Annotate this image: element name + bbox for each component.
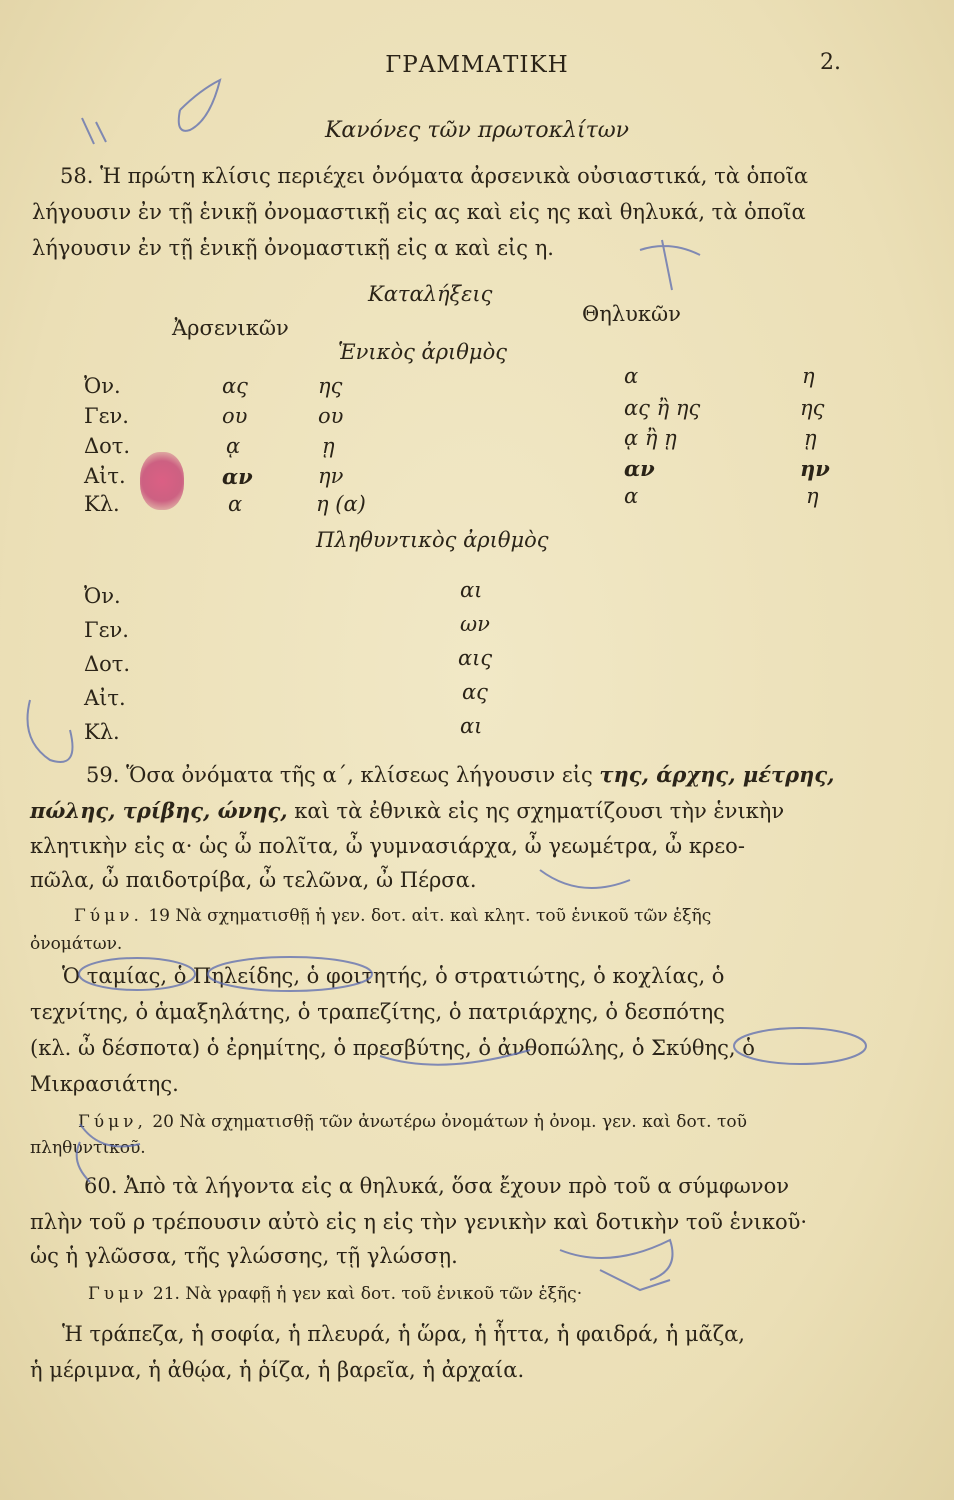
exercise20-line2: πληθυντικοῦ. [30, 1138, 146, 1158]
pencil-tick-top [82, 118, 106, 144]
case-label: Ὀν. [84, 584, 121, 608]
fem-label: Θηλυκῶν [582, 302, 681, 326]
plural-ending: αις [458, 646, 493, 670]
para58-line3: λήγουσιν ἐν τῇ ἑνικῇ ὀνομαστικῇ εἰς α καὶ εἰς η. [32, 236, 554, 260]
case-label: Αἰτ. [84, 464, 126, 488]
plural-ending: αι [460, 578, 483, 602]
para60-line1: 60. Ἀπὸ τὰ λήγοντα εἰς α θηλυκά, ὅσα ἔχουν πρὸ τοῦ α σύμφωνον [84, 1174, 789, 1198]
pencil-mark-table [640, 240, 700, 290]
ending-masc-2: ην [318, 464, 344, 488]
pencil-mark-exercise20 [80, 1124, 140, 1147]
ending-masc-1: ας [222, 374, 248, 398]
exercise19-text: 19 Νὰ σχηματισθῇ ἡ γεν. δοτ. αἰτ. καὶ κλητ. τοῦ ἑνικοῦ τῶν ἑξῆς [148, 906, 712, 926]
section-title: Κανόνες τῶν πρωτοκλίτων [324, 118, 630, 143]
pencil-mark-glossa [560, 1240, 673, 1280]
plural-label: Πληθυντικὸς ἀριθμὸς [316, 528, 549, 552]
case-label: Ὀν. [84, 374, 121, 398]
para59-line4: πῶλα, ὦ παιδοτρίβα, ὦ τελῶνα, ὦ Πέρσα. [30, 868, 477, 892]
para59-line3: κλητικὴν εἰς α· ὡς ὦ πολῖτα, ὦ γυμνασιάρχα, ὦ γεωμέτρα, ὦ κρεο- [30, 834, 745, 858]
list19-line3: (κλ. ὦ δέσποτα) ὁ ἐρημίτης, ὁ πρεσβύτης, ὁ ἀνθοπώλης, ὁ Σκύθης, ὁ [30, 1036, 755, 1060]
masc-label: Ἀρσενικῶν [172, 316, 289, 340]
exercise-label: Γυμν [88, 1284, 148, 1304]
list19-line2: τεχνίτης, ὁ ἁμαξηλάτης, ὁ τραπεζίτης, ὁ πατριάρχης, ὁ δεσπότης [30, 1000, 725, 1024]
ending-fem-2: ην [800, 456, 830, 481]
case-label: Κλ. [84, 492, 120, 516]
exercise21-text: 21. Νὰ γραφῇ ἡ γεν καὶ δοτ. τοῦ ἑνικοῦ τῶν ἑξῆς· [152, 1284, 583, 1304]
circle-peleidis [208, 957, 372, 991]
underline-presvytis [380, 1050, 530, 1065]
plural-ending: ων [460, 612, 490, 636]
ending-masc-2: ης [318, 374, 343, 398]
list19-line4: Μικρασιάτης. [30, 1072, 179, 1096]
ending-fem-1: ᾳ ἢ ῃ [624, 426, 677, 450]
list21-line1: Ἡ τράπεζα, ἡ σοφία, ἡ πλευρά, ἡ ὥρα, ἡ ἧττα, ἡ φαιδρά, ἡ μᾶζα, [62, 1322, 745, 1346]
ending-fem-2: η [806, 484, 819, 508]
circle-skythis [734, 1028, 866, 1064]
exercise19-line2: ὀνομάτων. [30, 934, 123, 954]
ending-masc-1: α [228, 492, 243, 516]
para59-line1-text: 59. Ὅσα ὀνόματα τῆς α΄, κλίσεως λήγουσιν εἰς [86, 763, 593, 787]
pencil-mark-persa [540, 870, 630, 888]
pencil-mark-margin [28, 700, 73, 762]
ending-fem-1: α [624, 484, 639, 508]
ending-masc-1: αν [222, 464, 253, 489]
case-label: Γεν. [84, 404, 129, 428]
ending-masc-2: η (α) [316, 492, 366, 516]
ending-masc-1: ᾳ [226, 434, 241, 458]
para59-line2-terms: πώλης, τρίβης, ώνης, [30, 798, 288, 823]
ending-masc-2: ου [318, 404, 344, 428]
para58-line1: 58. Ἡ πρώτη κλίσις περιέχει ὀνόματα ἀρσενικὰ οὐσιαστικά, τὰ ὁποῖα [60, 164, 809, 188]
table-title: Καταλήξεις [368, 282, 493, 306]
ending-fem-2: η [802, 364, 815, 388]
exercise20-text: 20 Νὰ σχηματισθῇ τῶν ἀνωτέρω ὀνομάτων ἡ ὀνομ. γεν. καὶ δοτ. τοῦ [152, 1112, 747, 1132]
para58-line2: λήγουσιν ἐν τῇ ἑνικῇ ὀνομαστικῇ εἰς ας καὶ εἰς ης καὶ θηλυκά, τὰ ὁποῖα [32, 200, 806, 224]
para59-line1-terms: της, άρχης, μέτρης, [599, 762, 835, 787]
pencil-mark-top [179, 80, 220, 131]
list19-line1: Ὁ ταμίας, ὁ Πηλείδης, ὁ φοιτητής, ὁ στρατιώτης, ὁ κοχλίας, ὁ [62, 964, 725, 988]
plural-ending: ας [462, 680, 488, 704]
ending-fem-2: ης [800, 396, 825, 420]
case-label: Αἰτ. [84, 686, 126, 710]
page-number: 2. [820, 50, 841, 75]
circle-tamias [79, 958, 195, 990]
pencil-scribble [600, 1270, 670, 1290]
ending-fem-1: αν [624, 456, 655, 481]
singular-label: Ἑνικὸς ἀριθμὸς [338, 340, 507, 364]
case-label: Δοτ. [84, 652, 131, 676]
ending-masc-1: ου [222, 404, 248, 428]
para60-line3: ὡς ἡ γλῶσσα, τῆς γλώσσης, τῇ γλώσσῃ. [30, 1244, 458, 1268]
case-label: Δοτ. [84, 434, 131, 458]
ending-masc-2: ῃ [322, 434, 335, 458]
page-header-title: ΓΡΑΜΜΑΤΙΚΗ [385, 52, 569, 78]
ending-fem-1: α [624, 364, 639, 388]
case-label: Γεν. [84, 618, 129, 642]
ending-fem-1: ας ἢ ης [624, 396, 701, 420]
pencil-mark-para60 [77, 1142, 90, 1182]
list21-line2: ἡ μέριμνα, ἡ ἀθῴα, ἡ ῥίζα, ἡ βαρεῖα, ἡ ἀρχαία. [30, 1358, 525, 1382]
exercise-label: Γύμν. [74, 906, 143, 926]
case-label: Κλ. [84, 720, 120, 744]
plural-ending: αι [460, 714, 483, 738]
para59-line2-text: καὶ τὰ ἐθνικὰ εἰς ης σχηματίζουσι τὴν ἑνικὴν [294, 799, 785, 823]
exercise-label: Γύμν, [78, 1112, 147, 1132]
para60-line2: πλὴν τοῦ ρ τρέπουσιν αὐτὸ εἰς η εἰς τὴν γενικὴν καὶ δοτικὴν τοῦ ἑνικοῦ· [30, 1210, 808, 1234]
ending-fem-2: ῃ [804, 426, 817, 450]
